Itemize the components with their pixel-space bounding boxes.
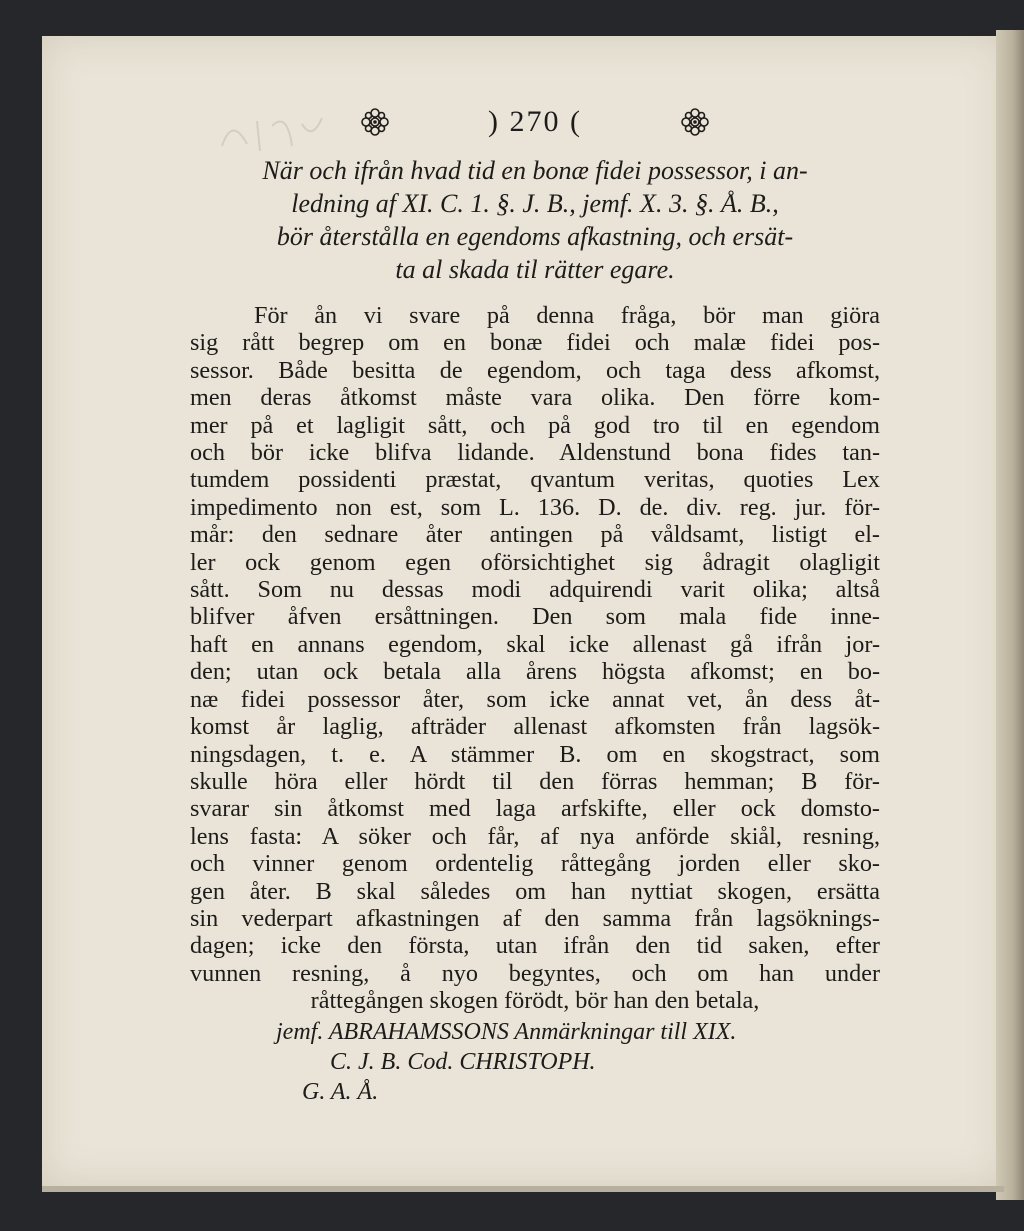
text-line: sått. Som nu dessas modi adquirendi varit olika; altså [190, 576, 880, 604]
text-line: gen åter. B skal således om han nyttiat skogen, ersätta [190, 877, 880, 905]
author-initials: G. A. Å. [302, 1078, 379, 1105]
text-line: haft en annans egendom, skal icke allenast gå ifrån jor- [190, 630, 880, 658]
text-line: och vinner genom ordentelig råttegång jorden eller sko- [190, 850, 880, 878]
text-block [190, 100, 880, 1107]
text-line: blifver åfven ersåttningen. Den som mala fide inne- [190, 603, 880, 631]
text-line: impedimento non est, som L. 136. D. de. div. reg. jur. för- [190, 493, 880, 521]
text-line: ningsdagen, t. e. A stämmer B. om en skogstract, som [190, 740, 880, 768]
section-heading [190, 154, 880, 286]
reference-line: C. J. B. Cod. CHRISTOPH. [330, 1048, 596, 1075]
text-line: mår: den sednare åter antingen på våldsamt, listigt el- [190, 521, 880, 549]
text-line: mer på et lagligit sått, och på god tro til en egendom [190, 411, 880, 439]
text-line: skulle höra eller hördt til den förras hemman; B för- [190, 767, 880, 795]
text-line: dagen; icke den första, utan ifrån den tid saken, efter [190, 932, 880, 960]
text-line: svarar sin åtkomst med laga arfskifte, eller ock domsto- [190, 795, 880, 823]
body-paragraph [190, 302, 880, 1015]
text-line: næ fidei possessor åter, som icke annat vet, ån dess åt- [190, 685, 880, 713]
reference-signature [190, 1017, 880, 1107]
running-header [360, 100, 710, 144]
text-line: sin vederpart afkastningen af den samma från lagsöknings- [190, 904, 880, 932]
text-line: ler ock genom egen oförsichtighet sig ådragit olagligit [190, 548, 880, 576]
text-line: sig rått begrep om en bonæ fidei och malæ fidei pos- [190, 329, 880, 357]
floral-ornament-icon [360, 107, 390, 137]
text-line: tumdem possidenti præstat, qvantum veritas, quoties Lex [190, 466, 880, 494]
reference-line: jemf. ABRAHAMSSONS Anmärkningar till XIX. [276, 1018, 737, 1045]
text-line: lens fasta: A söker och får, af nya anförde skiål, resning, [190, 822, 880, 850]
text-line: sessor. Både besitta de egendom, och taga dess afkomst, [190, 356, 880, 384]
heading-line: När och ifrån hvad tid en bonæ fidei possessor, i an- [262, 156, 808, 185]
text-line: råttegången skogen förödt, bör han den betala, [310, 987, 760, 1015]
page-edge [996, 30, 1024, 1200]
heading-line: ledning af XI. C. 1. §. J. B., jemf. X. 3. §. Å. B., [291, 189, 779, 218]
heading-line: bör återstålla en egendoms afkastning, och ersät- [276, 222, 794, 251]
heading-line: ta al skada til rätter egare. [395, 255, 675, 284]
page-bottom-edge [42, 1186, 1004, 1192]
floral-ornament-icon [680, 107, 710, 137]
page-number: ) 270 ( [488, 105, 582, 138]
text-line: den; utan ock betala alla årens högsta afkomst; en bo- [190, 658, 880, 686]
text-line: och bör icke blifva lidande. Aldenstund bona fides tan- [190, 439, 880, 467]
text-line: komst år laglig, afträder allenast afkomsten från lagsök- [190, 713, 880, 741]
text-line: vunnen resning, å nyo begyntes, och om han under [190, 959, 880, 987]
text-line: men deras åtkomst måste vara olika. Den förre kom- [190, 384, 880, 412]
text-line: För ån vi svare på denna fråga, bör man giöra [254, 302, 880, 329]
